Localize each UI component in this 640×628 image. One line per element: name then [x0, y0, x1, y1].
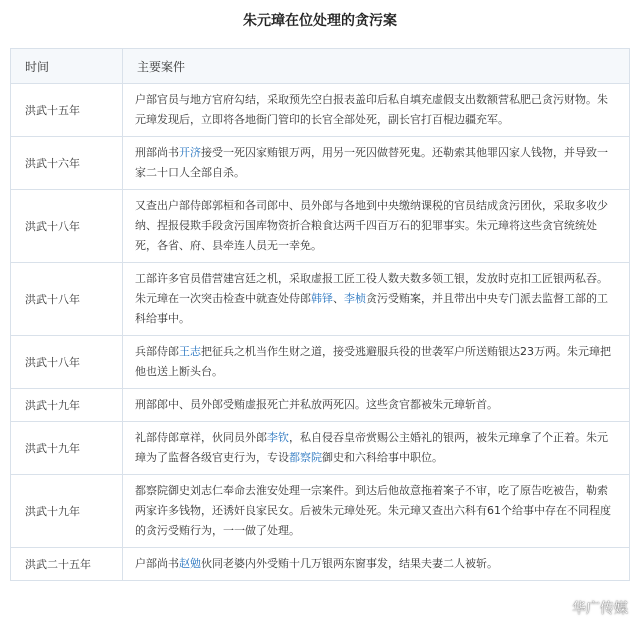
description-text: 把征兵之机当作生财之道，接受逃避服兵役的世袭军户所送贿银达23万两。朱元璋把他也送上断头台。 [135, 345, 611, 378]
column-header-time: 时间 [11, 49, 123, 84]
person-link[interactable]: 赵勉 [179, 557, 201, 570]
description-text: 礼部侍郎章祥，伙同员外郎 [135, 431, 267, 444]
row-description [123, 137, 630, 190]
table-header-row [11, 49, 630, 84]
table-row [11, 475, 630, 548]
description-text: 伙同老婆内外受贿十几万银两东窗事发，结果夫妻二人被斩。 [201, 557, 498, 570]
table-row [11, 389, 630, 422]
row-description [123, 190, 630, 263]
description-text: 工部许多官员借营建宫廷之机，采取虚报工匠工役人数夫数多领工银，发放时克扣工匠银两私吞。朱元璋在一次突击检查中就查处侍郎 [135, 272, 608, 305]
description-text: 刑部尚书 [135, 146, 179, 159]
row-time: 洪武十六年 [11, 137, 123, 190]
person-link[interactable]: 李桢 [344, 292, 366, 305]
table-row [11, 84, 630, 137]
description-text: 又查出户部侍郎郭桓和各司郎中、员外郎与各地到中央缴纳课税的官员结成贪污团伙，采取多收少纳、捏报侵欺手段贪污国库物资折合粮食达两千四百万石的犯罪事实。朱元璋将这些贪官统统处死，各省、府、县牵连人员无一幸免。 [135, 199, 608, 252]
watermark [546, 598, 628, 618]
row-time: 洪武十八年 [11, 336, 123, 389]
row-description [123, 548, 630, 581]
description-text: 都察院御史刘志仁奉命去淮安处理一宗案件。到达后他故意拖着案子不审，吃了原告吃被告，勒索两家许多钱物，还诱奸良家民女。后被朱元璋处死。朱元璋又查出六科有61个给事中存在不同程度的贪污受贿行为，一一做了处理。 [135, 484, 611, 537]
description-text: 户部尚书 [135, 557, 179, 570]
wechat-icon [546, 600, 566, 616]
table-row [11, 190, 630, 263]
table-body [11, 84, 630, 581]
description-text: 户部官员与地方官府勾结，采取预先空白报表盖印后私自填充虚假支出数额营私肥己贪污财物。朱元璋发现后，立即将各地衙门管印的长官全部处死，副长官打百棍边疆充军。 [135, 93, 608, 126]
row-time: 洪武二十五年 [11, 548, 123, 581]
description-text: 御史和六科给事中职位。 [322, 451, 443, 464]
table-row [11, 548, 630, 581]
row-time: 洪武十八年 [11, 190, 123, 263]
row-description [123, 263, 630, 336]
watermark-text: 华广传媒 [572, 601, 628, 617]
column-header-cases: 主要案件 [123, 49, 630, 84]
table-row [11, 263, 630, 336]
row-description [123, 336, 630, 389]
description-text: 贪污受贿案，并且带出中央专门派去监督工部的工科给事中。 [135, 292, 608, 325]
row-time: 洪武十五年 [11, 84, 123, 137]
person-link[interactable]: 开济 [179, 146, 201, 159]
row-time: 洪武十九年 [11, 422, 123, 475]
person-link[interactable]: 李钦 [267, 431, 289, 444]
page-title: 朱元璋在位处理的贪污案 [243, 13, 397, 29]
row-description [123, 475, 630, 548]
row-time: 洪武十九年 [11, 389, 123, 422]
table-row [11, 336, 630, 389]
description-text: 接受一死囚家贿银万两，用另一死囚做替死鬼。还勒索其他罪囚家人钱物，并导致一家二十口人全部自杀。 [135, 146, 608, 179]
cases-table [10, 48, 630, 581]
person-link[interactable]: 韩铎 [311, 292, 333, 305]
person-link[interactable]: 都察院 [289, 451, 322, 464]
person-link[interactable]: 王志 [179, 345, 201, 358]
description-text: 刑部郎中、员外郎受贿虚报死亡并私放两死囚。这些贪官都被朱元璋斩首。 [135, 398, 498, 411]
row-description [123, 422, 630, 475]
description-text: 兵部侍郎 [135, 345, 179, 358]
description-text: ，私自侵吞皇帝赏赐公主婚礼的银两，被朱元璋拿了个正着。朱元璋为了监督各级官吏行为，专设 [135, 431, 608, 464]
row-time: 洪武十九年 [11, 475, 123, 548]
row-time: 洪武十八年 [11, 263, 123, 336]
description-text: 、 [333, 292, 344, 305]
table-row [11, 137, 630, 190]
row-description [123, 84, 630, 137]
table-row [11, 422, 630, 475]
row-description [123, 389, 630, 422]
